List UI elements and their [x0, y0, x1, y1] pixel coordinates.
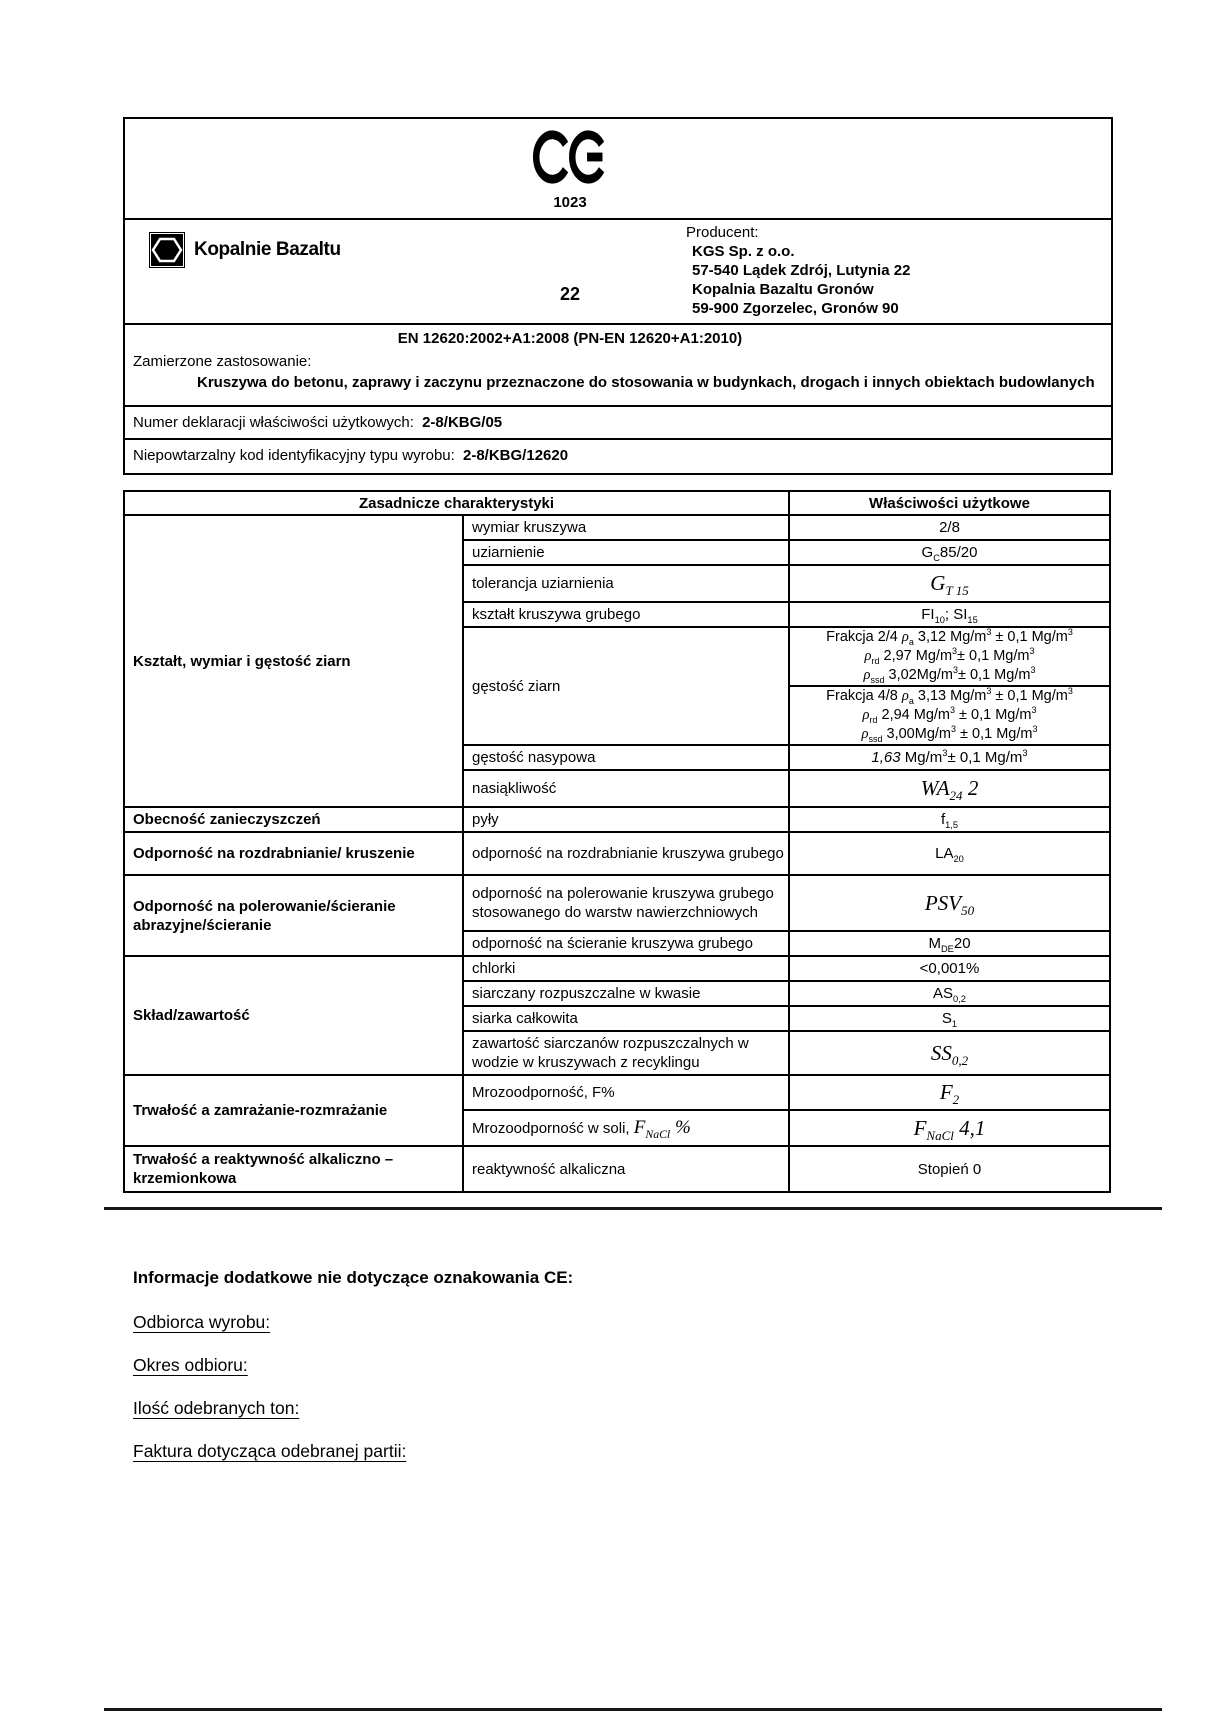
group-label-cell: Trwałość a zamrażanie-rozmrażanie: [124, 1075, 463, 1146]
header-characteristics: Zasadnicze charakterystyki: [124, 491, 789, 515]
characteristic-cell: chlorki: [463, 956, 789, 981]
additional-info-heading: Informacje dodatkowe nie dotyczące oznakowania CE:: [133, 1268, 574, 1287]
performance-value-cell: $SS_{0,2}$: [789, 1031, 1110, 1075]
characteristic-cell: pyły: [463, 807, 789, 832]
group-label-cell: Trwałość a reaktywność alkaliczno – krzemionkowa: [124, 1146, 463, 1192]
group-label-cell: Odporność na polerowanie/ścieranie abrazyjne/ścieranie: [124, 875, 463, 956]
density-line: Frakcja 4/8 $\rho_a$ 3,13 $Mg/m^3 \pm 0,1$ $Mg/m^3$: [826, 686, 1073, 706]
characteristic-cell: odporność na rozdrabnianie kruszywa grubego: [463, 832, 789, 875]
standard-reference: EN 12620:2002+A1:2008 (PN-EN 12620+A1:2010): [397, 330, 743, 347]
table-row: [124, 832, 1110, 875]
declaration-number-label: Numer deklaracji właściwości użytkowych:: [133, 414, 414, 431]
table-row: [124, 1146, 1110, 1192]
ce-marking-box: [123, 117, 1113, 475]
table-header-row: [124, 491, 1110, 515]
characteristic-cell: kształt kruszywa grubego: [463, 602, 789, 627]
characteristic-cell: odporność na ścieranie kruszywa grubego: [463, 931, 789, 956]
ce-mark-column: [125, 119, 1015, 211]
table-body: [124, 515, 1110, 1192]
standard-section: [125, 323, 1111, 405]
performance-value-cell: $G_C85/20$: [789, 540, 1110, 565]
characteristics-table: [123, 490, 1111, 1193]
density-line: $\rho_{ssd}$ $3,00Mg/m^3 \pm 0,1$ $Mg/m^3$: [861, 724, 1038, 744]
producer-block: [686, 223, 910, 318]
product-code-row: [125, 438, 1111, 473]
performance-value-cell: $PSV_{50}$: [789, 875, 1110, 931]
producer-address-line: 57-540 Lądek Zdrój, Lutynia 22: [692, 262, 911, 279]
table-row: [124, 515, 1110, 540]
table-row: [124, 1075, 1110, 1110]
product-code-value: 2-8/KBG/12620: [463, 447, 569, 464]
performance-value-cell: Stopień 0: [789, 1146, 1110, 1192]
performance-value-cell: $FI_{10}$; $SI_{15}$: [789, 602, 1110, 627]
page-bottom-rule: [104, 1708, 1162, 1711]
table-row: [124, 807, 1110, 832]
performance-value-cell: $F_{NaCl}$ 4,1: [789, 1110, 1110, 1146]
company-logo-text: Kopalnie Bazaltu: [194, 239, 341, 260]
year-code: 22: [559, 284, 581, 304]
density-line: Frakcja 2/4 $\rho_a$ 3,12 $Mg/m^3 \pm 0,1$ $Mg/m^3$: [826, 627, 1073, 647]
producer-address-line: KGS Sp. z o.o.: [692, 243, 795, 260]
characteristic-cell: Mrozoodporność, F%: [463, 1075, 789, 1110]
table-row: [124, 875, 1110, 931]
characteristic-cell: nasiąkliwość: [463, 770, 789, 807]
hexagon-logo-icon: [149, 232, 185, 268]
performance-value-cell: $M_{DE}20$: [789, 931, 1110, 956]
section-divider-rule: [104, 1207, 1162, 1210]
declaration-number-value: 2-8/KBG/05: [422, 414, 503, 431]
declaration-number-row: [125, 405, 1111, 438]
producer-label: Producent:: [686, 224, 759, 241]
performance-value-cell: $F_2$: [789, 1075, 1110, 1110]
producer-address-line: 59-900 Zgorzelec, Gronów 90: [692, 300, 899, 317]
performance-value-cell: <0,001%: [789, 956, 1110, 981]
characteristic-cell: gęstość nasypowa: [463, 745, 789, 770]
density-line: $\rho_{rd}$ 2,97 $Mg/m^3\pm 0,1$ $Mg/m^3$: [864, 646, 1035, 666]
intended-use-label: Zamierzone zastosowanie:: [133, 353, 312, 370]
producer-address-lines: [686, 242, 910, 318]
characteristic-cell: reaktywność alkaliczna: [463, 1146, 789, 1192]
product-code-label: Niepowtarzalny kod identyfikacyjny typu wyrobu:: [133, 447, 455, 464]
performance-value-cell: $WA_{24}$ 2: [789, 770, 1110, 807]
footer-field-label: Ilość odebranych ton:: [133, 1398, 300, 1418]
performance-value-cell: $G_{T 15}$: [789, 565, 1110, 602]
footer-field-label: Okres odbioru:: [133, 1355, 248, 1375]
performance-value-cell: $S_1$: [789, 1006, 1110, 1031]
producer-section: [125, 218, 1111, 323]
performance-value-cell: $f_{1,5}$: [789, 807, 1110, 832]
performance-value-cell: 1,63 $Mg/m^3\pm 0,1$ $Mg/m^3$: [789, 745, 1110, 770]
characteristic-cell: siarczany rozpuszczalne w kwasie: [463, 981, 789, 1006]
characteristic-cell: odporność na polerowanie kruszywa grubego stosowanego do warstw nawierzchniowych: [463, 875, 789, 931]
ce-mark-icon: [533, 126, 607, 188]
characteristic-cell: siarka całkowita: [463, 1006, 789, 1031]
density-fraction-block: [790, 628, 1109, 685]
additional-info-fields: [133, 1312, 406, 1484]
characteristic-cell: wymiar kruszywa: [463, 515, 789, 540]
group-label-cell: Odporność na rozdrabnianie/ kruszenie: [124, 832, 463, 875]
performance-value-cell: $LA_{20}$: [789, 832, 1110, 875]
intended-use-text: Kruszywa do betonu, zaprawy i zaczynu przeznaczone do stosowania w budynkach, drogach i innych obiektach budowlanych: [197, 374, 1095, 391]
group-label-cell: Kształt, wymiar i gęstość ziarn: [124, 515, 463, 807]
performance-value-cell: 2/8: [789, 515, 1110, 540]
performance-value-cell: $AS_{0,2}$: [789, 981, 1110, 1006]
characteristic-cell: zawartość siarczanów rozpuszczalnych w wodzie w kruszywach z recyklingu: [463, 1031, 789, 1075]
density-line: $\rho_{ssd}$ $3,02Mg/m^3\pm 0,1$ $Mg/m^3$: [863, 665, 1036, 685]
performance-value-cell: [789, 627, 1110, 745]
group-label-cell: Obecność zanieczyszczeń: [124, 807, 463, 832]
notified-body-number: 1023: [553, 194, 587, 211]
ce-mark-section: [125, 119, 1111, 218]
footer-field-label: Odbiorca wyrobu:: [133, 1312, 271, 1332]
characteristic-cell: tolerancja uziarnienia: [463, 565, 789, 602]
characteristic-cell: gęstość ziarn: [463, 627, 789, 745]
density-line: $\rho_{rd}$ 2,94 $Mg/m^3 \pm 0,1$ $Mg/m^3$: [862, 705, 1037, 725]
characteristic-cell: Mrozoodporność w soli, $F_{NaCl}$ %: [463, 1110, 789, 1146]
header-performance: Właściwości użytkowe: [789, 491, 1110, 515]
density-fraction-block: [790, 685, 1109, 744]
characteristic-cell: uziarnienie: [463, 540, 789, 565]
producer-address-line: Kopalnia Bazaltu Gronów: [692, 281, 874, 298]
footer-field-label: Faktura dotycząca odebranej partii:: [133, 1441, 407, 1461]
group-label-cell: Skład/zawartość: [124, 956, 463, 1075]
company-logo: [149, 232, 341, 268]
table-row: [124, 956, 1110, 981]
